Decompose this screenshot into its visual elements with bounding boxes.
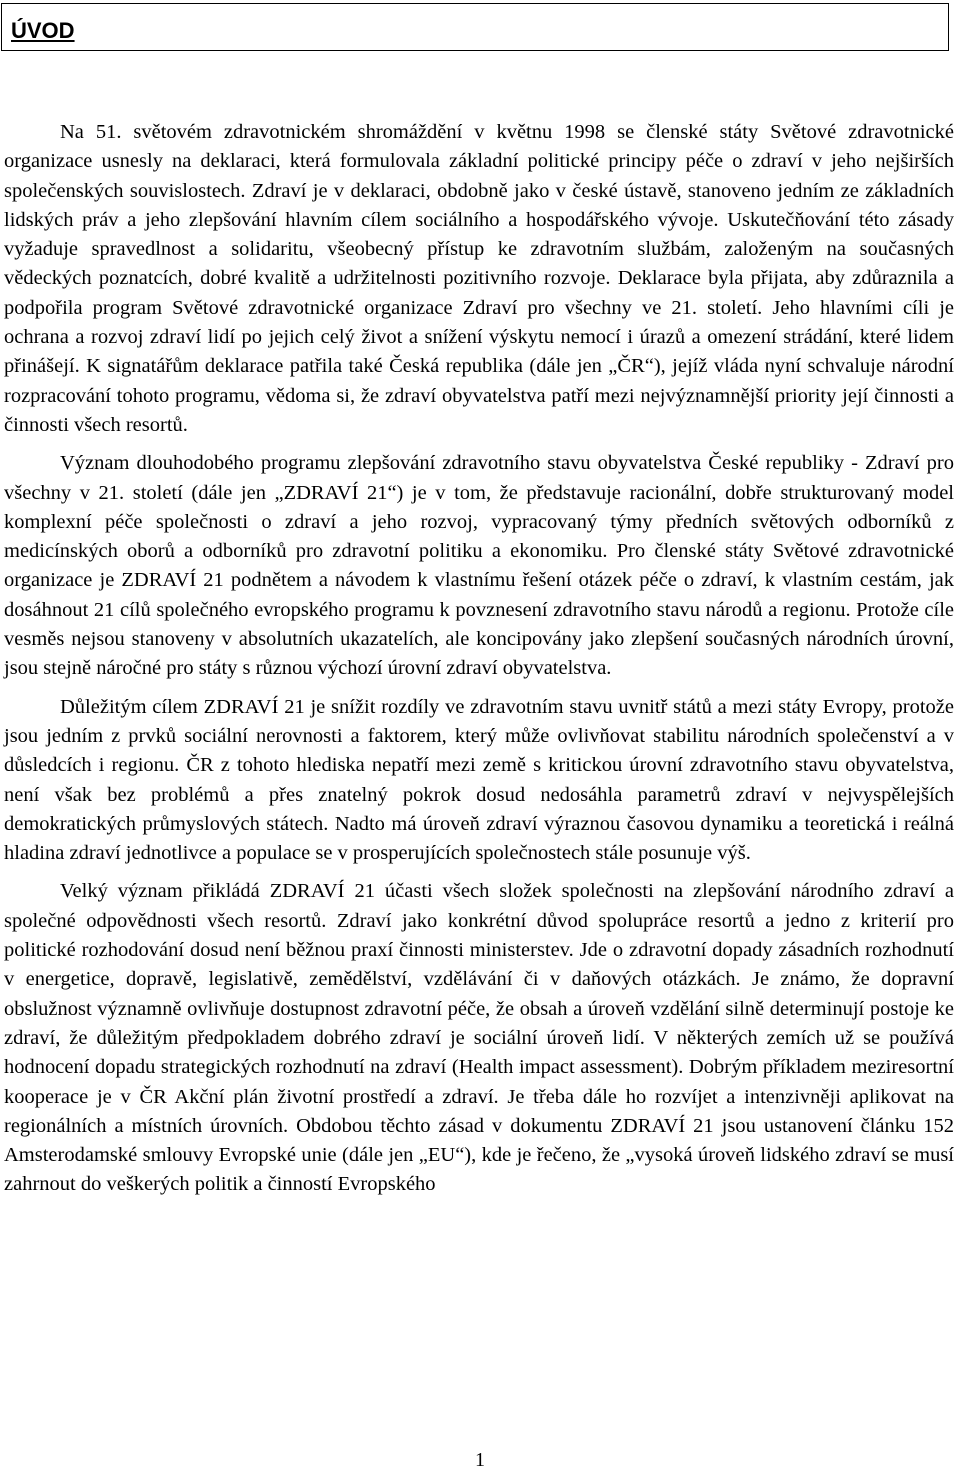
body-text	[4, 118, 954, 1200]
section-heading: ÚVOD	[11, 18, 75, 43]
paragraph-1: Na 51. světovém zdravotnickém shromáždění v květnu 1998 se členské státy Světové zdravotnické organizace usnesly na deklaraci, která formulovala základní politické principy péče o zdraví v jeho nejširších společenských souvislostech. Zdraví je v deklaraci, obdobně jako v české ústavě, stanoveno jedním ze základních lidských práv a jeho zlepšování hlavním cílem sociálního a hospodářského vývoje. Uskutečňování této zásady vyžaduje spravedlnost a solidaritu, všeobecný přístup ke zdravotním službám, založeným na současných vědeckých poznatcích, dobré kvalitě a udržitelnosti pozitivního rozvoje. Deklarace byla přijata, aby zdůraznila a podpořila program Světové zdravotnické organizace Zdraví pro všechny ve 21. století. Jeho hlavními cíli je ochrana a rozvoj zdraví lidí po jejich celý život a snížení výskytu nemocí i úrazů a omezení strádání, které lidem přinášejí. K signatářům deklarace patřila také Česká republika (dále jen „ČR“), jejíž vláda nyní schvaluje národní rozpracování tohoto programu, vědoma si, že zdraví obyvatelstva patří mezi nejvýznamnější priority její činnosti a činnosti všech resortů.	[4, 121, 954, 436]
paragraph-4: Velký význam přikládá ZDRAVÍ 21 účasti všech složek společnosti na zlepšování národního zdraví a společné odpovědnosti všech resortů. Zdraví jako konkrétní důvod spolupráce resortů a jedno z kriterií pro politické rozhodování dosud není běžnou praxí činnosti ministerstev. Jde o zdravotní dopady zásadních rozhodnutí v energetice, dopravě, legislativě, zemědělství, vzdělávání či v daňových otázkách. Je známo, že dopravní obslužnost významně ovlivňuje dostupnost zdravotní péče, že obsah a úroveň vzdělání silně determinují postoje ke zdraví, že důležitým předpokladem dobrého zdraví je sociální úroveň lidí. V některých zemích už se používá hodnocení dopadu strategických rozhodnutí na zdraví (Health impact assessment). Dobrým příkladem meziresortní kooperace je v ČR Akční plán životní prostředí a zdraví. Je třeba dále ho rozvíjet a intenzivněji aplikovat na regionálních a místních úrovních. Obdobou těchto zásad v dokumentu ZDRAVÍ 21 jsou ustanovení článku 152 Amsterodamské smlouvy Evropské unie (dále jen „EU“), kde je řečeno, že „vysoká úroveň lidského zdraví se musí zahrnout do veškerých politik a činností Evropského	[4, 880, 954, 1196]
paragraph-3: Důležitým cílem ZDRAVÍ 21 je snížit rozdíly ve zdravotním stavu uvnitř států a mezi státy Evropy, protože jsou jedním z prvků sociální nerovnosti a faktorem, který může ovlivňovat stabilitu národních společenství a v důsledcích i regionu. ČR z tohoto hlediska nepatří mezi země s kritickou úrovní zdravotního stavu obyvatelstva, není však bez problémů a přes znatelný pokrok dosud nedosáhla parametrů zdraví v nejvyspělejších demokratických průmyslových státech. Nadto má úroveň zdraví výraznou časovou dynamiku a teoretická i reálná hladina zdraví jednotlivce a populace se v prosperujících společnostech stále posunuje výš.	[4, 695, 954, 865]
paragraph-2: Význam dlouhodobého programu zlepšování zdravotního stavu obyvatelstva České republiky - Zdraví pro všechny v 21. století (dále jen „ZDRAVÍ 21“) je v tom, že představuje racionální, dobře strukturovaný model komplexní péče společnosti o zdraví a jeho rozvoj, vypracovaný týmy předních světových odborníků z medicínských oborů a odborníků pro zdravotní politiku a ekonomiku. Pro členské státy Světové zdravotnické organizace je ZDRAVÍ 21 podnětem a návodem k vlastnímu řešení otázek péče o zdraví, k vlastním cestám, jak dosáhnout 21 cílů společného evropského programu k povznesení zdravotního stavu národů a regionu. Protože cíle vesměs nejsou stanoveny v absolutních ukazatelích, ale koncipovány jako zlepšení současných národních úrovní, jsou stejně náročné pro státy s různou výchozí úrovní zdraví obyvatelstva.	[4, 452, 954, 680]
heading-box	[1, 3, 949, 51]
page-number: 1	[475, 1449, 485, 1471]
